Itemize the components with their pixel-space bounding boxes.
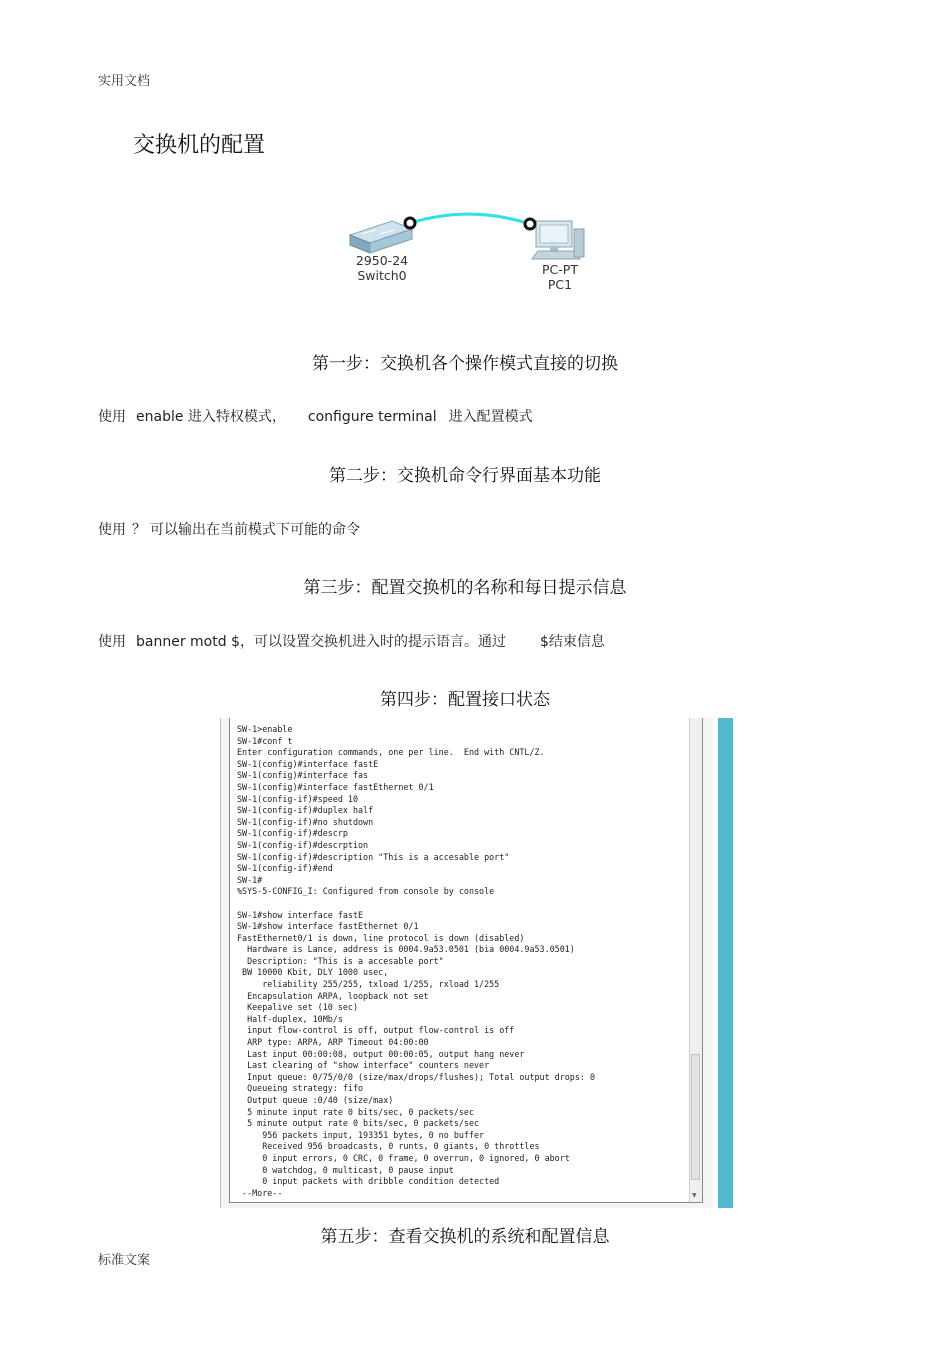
step-3-heading: 第三步：配置交换机的名称和每日提示信息	[303, 578, 627, 598]
switch-port-endpoint-icon	[405, 218, 415, 228]
window-accent-border	[718, 718, 733, 1208]
pc-model-label: PC-PT	[542, 262, 578, 277]
cli-terminal-screenshot	[220, 718, 733, 1208]
scrollbar-thumb[interactable]	[691, 1054, 700, 1180]
step-4-heading: 第四步：配置接口状态	[380, 690, 550, 710]
step-1-text	[98, 406, 533, 426]
step-2-text	[98, 519, 360, 539]
step-1-text-part: enable 进入特权模式，	[136, 409, 286, 425]
step-2-text-part: 可以输出在当前模式下可能的命令	[150, 522, 360, 538]
step-1-heading: 第一步：交换机各个操作模式直接的切换	[312, 354, 618, 374]
scroll-down-arrow-icon[interactable]: ▼	[692, 1192, 697, 1199]
step-3-text-part: 使用	[98, 634, 126, 650]
step-2-heading: 第二步：交换机命令行界面基本功能	[329, 466, 601, 486]
pc-name-label: PC1	[547, 277, 573, 292]
document-title: 交换机的配置	[133, 133, 266, 158]
page-footer-note: 标准文案	[98, 1253, 151, 1268]
switch-model-label: 2950-24	[355, 253, 409, 268]
switch-icon	[350, 221, 412, 253]
page-header-note: 实用文档	[98, 74, 151, 89]
terminal-output-area[interactable]	[229, 718, 703, 1203]
pc-port-endpoint-icon	[525, 219, 535, 229]
terminal-window	[220, 718, 713, 1208]
step-1-text-part: 使用	[98, 409, 126, 425]
step-1-text-part: configure terminal	[307, 409, 437, 425]
step-3-text-part: banner motd $，可以设置交换机进入时的提示语言。通过	[136, 634, 506, 650]
pc-label	[522, 262, 598, 292]
network-link-cable	[410, 214, 530, 224]
step-5-heading: 第五步：查看交换机的系统和配置信息	[320, 1227, 610, 1247]
pc-icon	[532, 221, 584, 259]
step-3-text-part: $结束信息	[539, 634, 605, 650]
terminal-output-text: SW-1>enable SW-1#conf t Enter configuration commands, one per line. End with CNTL/Z. SW-1(config)#interface fastE SW-1(config)#interface fas SW-1(config)#interface fastEthernet 0/1 SW-1(config-if)#speed 10 SW-1(config-if)#duplex half SW-1(config-if)#no shutdown SW-1(config-if)#descrp SW-1(config-if)#descrption SW-1(config-if)#description "This is a accesable port" SW-1(config-if)#end SW-1# %SYS-5-CONFIG_I: Configured from console by console SW-1#show interface fastE SW-1#show interface fastEthernet 0/1 FastEthernet0/1 is down, line protocol is down (disabled) Hardware is Lance, address is 0004.9a53.0501 (bia 0004.9a53.0501) Description: "This is a accesable port" BW 10000 Kbit, DLY 1000 usec, reliability 255/255, txload 1/255, rxload 1/255 Encapsulation ARPA, loopback not set Keepalive set (10 sec) Half-duplex, 10Mb/s input flow-control is off, output flow-control is off ARP type: ARPA, ARP Timeout 04:00:00 Last input 00:00:08, output 00:00:05, output hang never Last clearing of "show interface" counters never Input queue: 0/75/0/0 (size/max/drops/flushes); Total output drops: 0 Queueing strategy: fifo Output queue :0/40 (size/max) 5 minute input rate 0 bits/sec, 0 packets/sec 5 minute output rate 0 bits/sec, 0 packets/sec 956 packets input, 193351 bytes, 0 no buffer Received 956 broadcasts, 0 runts, 0 giants, 0 throttles 0 input errors, 0 CRC, 0 frame, 0 overrun, 0 ignored, 0 abort 0 watchdog, 0 multicast, 0 pause input 0 input packets with dribble condition detected --More--	[237, 724, 595, 1198]
network-topology-figure	[340, 205, 600, 305]
step-2-text-part: ？	[132, 522, 146, 538]
step-1-text-part: 进入配置模式	[448, 409, 533, 425]
switch-name-label: Switch0	[357, 268, 407, 283]
terminal-scrollbar[interactable]	[689, 718, 702, 1202]
switch-label	[342, 253, 422, 283]
step-3-text	[98, 631, 605, 651]
step-2-text-part: 使用	[98, 522, 126, 538]
